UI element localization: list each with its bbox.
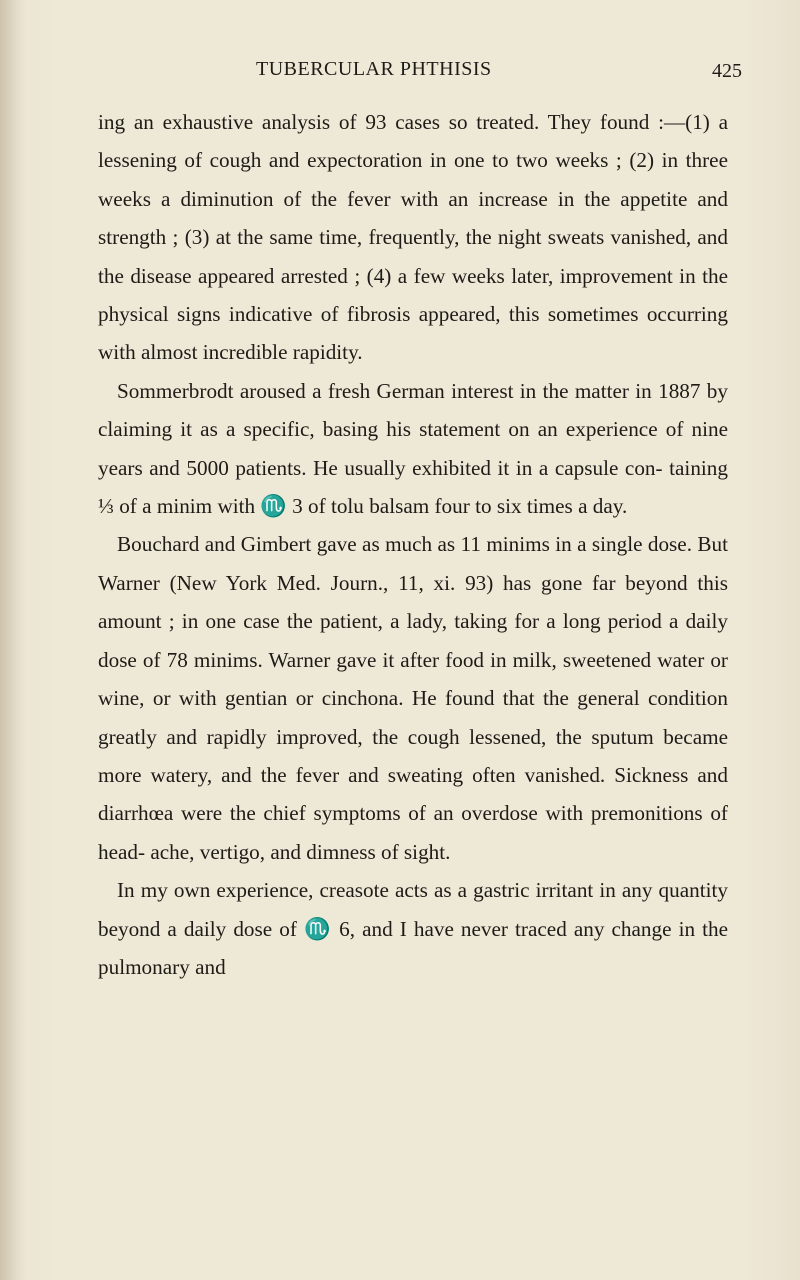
page-number: 425 <box>712 60 742 82</box>
paragraph-own-experience: In my own experience, creasote acts as a gastric irritant in any quantity beyond a daily dose of ♏ 6, and I have never traced any change in the pulmonary and <box>98 878 728 979</box>
running-title: TUBERCULAR PHTHISIS <box>256 58 492 80</box>
paragraph-continuation: ing an exhaustive analysis of 93 cases so treated. They found :—(1) a lessening of cough and expectoration in one to two weeks ; (2) in three weeks a diminution of the fever with an increase in the appetite and strength ; (3) at the same time, frequently, the night sweats vanished, and the disease appeared arrested ; (4) a few weeks later, improvement in the physical signs indicative of fibrosis appeared, this sometimes occurring with almost incredible rapidity. <box>98 110 728 365</box>
paragraph-sommerbrodt: Sommerbrodt aroused a fresh German interest in the matter in 1887 by claiming it as a specific, basing his statement on an experience of nine years and 5000 patients. He usually exhibited it in a capsule con- taining ⅓ of a minim with ♏ 3 of tolu balsam four to six times a day. <box>98 378 728 519</box>
body-text <box>98 103 728 986</box>
gutter-shadow <box>0 0 26 1280</box>
paragraph-bouchard-gimbert: Bouchard and Gimbert gave as much as 11 minims in a single dose. But Warner (New York Med. Journ., 11, xi. 93) has gone far beyond this amount ; in one case the patient, a lady, taking for a long period a daily dose of 78 minims. Warner gave it after food in milk, sweetened water or wine, or with gentian or cinchona. He found that the general condition greatly and rapidly improved, the cough lessened, the sputum became more watery, and the fever and sweating often vanished. Sickness and diarrhœa were the chief symptoms of an overdose with premonitions of head- ache, vertigo, and dimness of sight. <box>98 532 728 864</box>
